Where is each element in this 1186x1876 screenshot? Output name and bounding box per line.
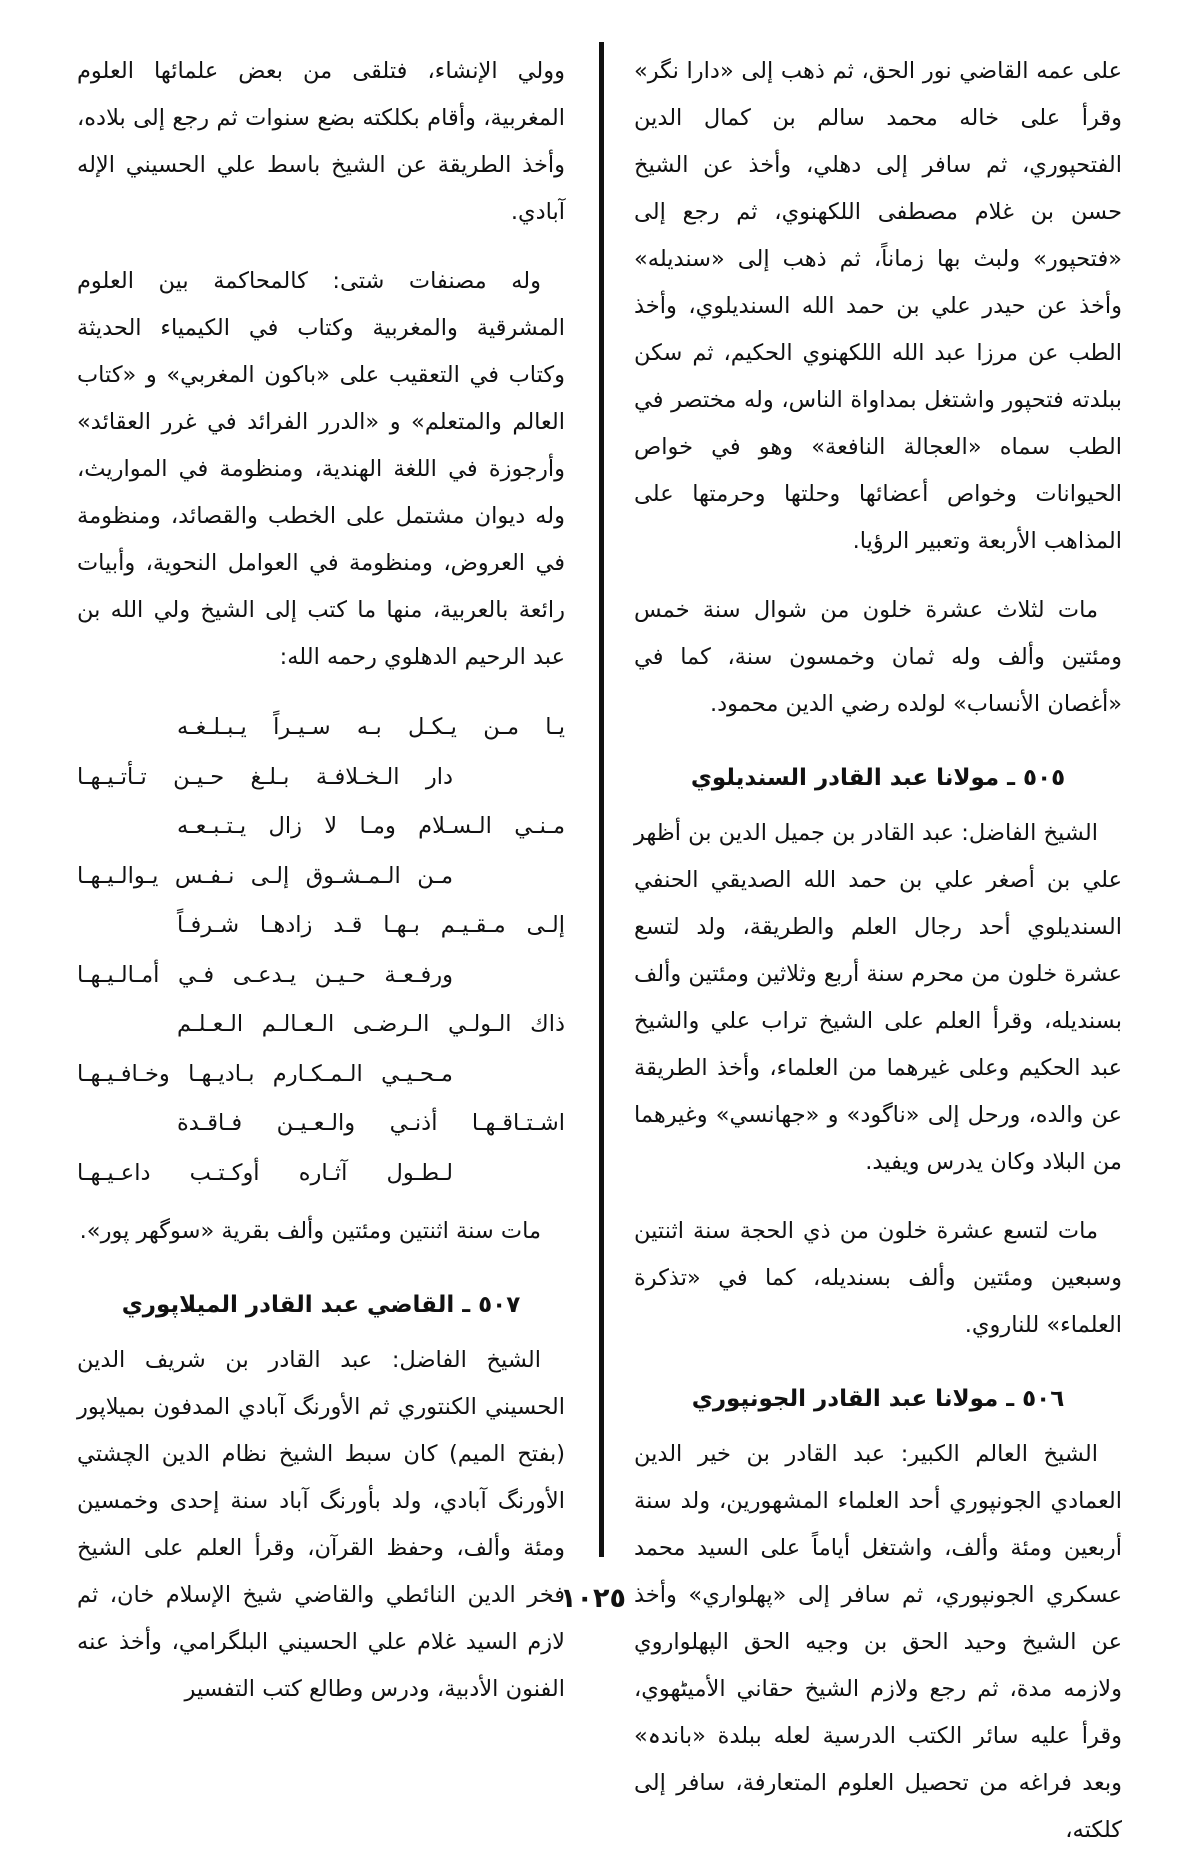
poem-line: دار الـخـلافـة بـلـغ حـيـن تـأتـيـهـا [77,763,453,790]
paragraph: الشيخ العالم الكبير: عبد القادر بن خير الدين العمادي الجونپوري أحد العلماء المشهورين، ولد سنة أربعين ومئة وألف، واشتغل أياماً على السيد محمد عسكري الجونپوري، ثم سافر إلى «پهلواري» وأخذ عن الشيخ وحيد الحق بن وجيه الحق الپهلواروي ولازمه مدة، ثم رجع ولازم الشيخ حقاني الأميٹهوي، وقرأ عليه سائر الكتب الدرسية لعله ببلدة «باندہ» وبعد فراغه من تحصيل العلوم المتعارفة، سافر إلى كلكته، [634,1441,1122,1843]
poem-line: مـنـي الـسـلام ومـا لا زال يـتـبـعـه [177,813,565,839]
poem [77,703,565,1198]
poem-line: مـحـيـي الـمـكـارم بـاديـهـا وخـافـيـهـا [77,1060,453,1087]
poem-line: ذاك الـولـي الـرضـى الـعـالـم الـعـلـم [177,1011,565,1037]
paragraph: على عمه القاضي نور الحق، ثم ذهب إلى «دارا نگر» وقرأ على خاله محمد سالم بن كمال الدين الفتحپوري، ثم سافر إلى دهلي، وأخذ عن الشيخ حسن بن غلام مصطفى اللكهنوي، ثم رجع إلى «فتحپور» ولبث بها زماناً، ثم ذهب إلى «سنديله» وأخذ عن حيدر علي بن حمد الله السنديلوي، وأخذ الطب عن مرزا عبد الله اللكهنوي الحكيم، ثم سكن ببلدته فتحپور واشتغل بمداواة الناس، وله مختصر في الطب سماه «العجالة النافعة» وهو في خواص الحيوانات وخواص أعضائها وحلتها وحرمتها على المذاهب الأربعة وتعبير الرؤيا. [634,58,1122,554]
poem-line: اشـتـاقـهـا أذنـي والـعـيـن فـاقـدة [177,1110,565,1136]
column-divider [599,42,604,1557]
poem-line: إلـى مـقـيـم بـهـا قـد زادهـا شـرفـاً [177,912,565,938]
poem-line: ورفـعـة حـيـن يـدعـى فـي أمـالـيـهـا [77,961,453,988]
entry-heading-506: ٥٠٦ ـ مولانا عبد القادر الجونپوري [691,1386,1065,1412]
paragraph: مات لتسع عشرة خلون من ذي الحجة سنة اثنتين وسبعين ومئتين وألف بسنديله، كما في «تذكرة العلماء» للناروي. [634,1218,1122,1338]
poem-line: يـا مـن يـكـل بـه سـيـراً يـبـلـغـه [177,714,565,740]
paragraph: مات لثلاث عشرة خلون من شوال سنة خمس ومئتين وألف وله ثمان وخمسون سنة، كما في «أغصان الأنساب» لولده رضي الدين محمود. [634,597,1122,717]
paragraph: الشيخ الفاضل: عبد القادر بن شريف الدين الحسيني الكنتوري ثم الأورنگ آبادي المدفون بميلاپور (بفتح الميم) كان سبط الشيخ نظام الدين الچشتي الأورنگ آبادي، ولد بأورنگ آباد سنة إحدى وخمسين ومئة وألف، وحفظ القرآن، وقرأ العلم على الشيخ فخر الدين النائطي والقاضي شيخ الإسلام خان، ثم لازم السيد غلام علي الحسيني البلگرامي، وأخذ عنه الفنون الأدبية، ودرس وطالع كتب التفسير [77,1347,565,1702]
left-column [77,48,565,1735]
entry-heading-505: ٥٠٥ ـ مولانا عبد القادر السنديلوي [690,765,1066,791]
poem-line: مـن الـمـشـوق إلـى نـفـس يـوالـيـهـا [77,862,453,889]
page-number: ١٠٢٥ [560,1583,626,1614]
paragraph: الشيخ الفاضل: عبد القادر بن جميل الدين بن أظهر علي بن أصغر علي بن حمد الله الصديقي الحنفي السنديلوي أحد رجال العلم والطريقة، ولد لتسع عشرة خلون من محرم سنة أربع وثلاثين ومئتين وألف بسنديله، وقرأ العلم على الشيخ تراب علي والشيخ عبد الحكيم وعلى غيرهما من العلماء، وأخذ الطريقة عن والده، ورحل إلى «ناگود» و «جهانسي» وغيرهما من البلاد وكان يدرس ويفيد. [634,820,1122,1175]
paragraph: وولي الإنشاء، فتلقى من بعض علمائها العلوم المغربية، وأقام بكلكته بضع سنوات ثم رجع إلى بلاده، وأخذ الطريقة عن الشيخ باسط علي الحسيني الإله آبادي. [77,58,565,225]
entry-heading-507: ٥٠٧ ـ القاضي عبد القادر الميلاپوري [121,1292,521,1318]
poem-line: لـطـول آثـاره أوكـتـب داعـيـهـا [77,1159,453,1186]
paragraph: وله مصنفات شتى: كالمحاكمة بين العلوم المشرقية والمغربية وكتاب في الكيمياء الحديثة وكتاب في التعقيب على «باكون المغربي» و «كتاب العالم والمتعلم» و «الدرر الفرائد في غرر العقائد» وأرجوزة في اللغة الهندية، ومنظومة في المواريث، وله ديوان مشتمل على الخطب والقصائد، ومنظومة في العروض، ومنظومة في العوامل النحوية، وأبيات رائعة بالعربية، منها ما كتب إلى الشيخ ولي الله بن عبد الرحيم الدهلوي رحمه الله: [77,268,565,670]
paragraph: مات سنة اثنتين ومئتين وألف بقرية «سوگهر پور». [79,1218,541,1244]
